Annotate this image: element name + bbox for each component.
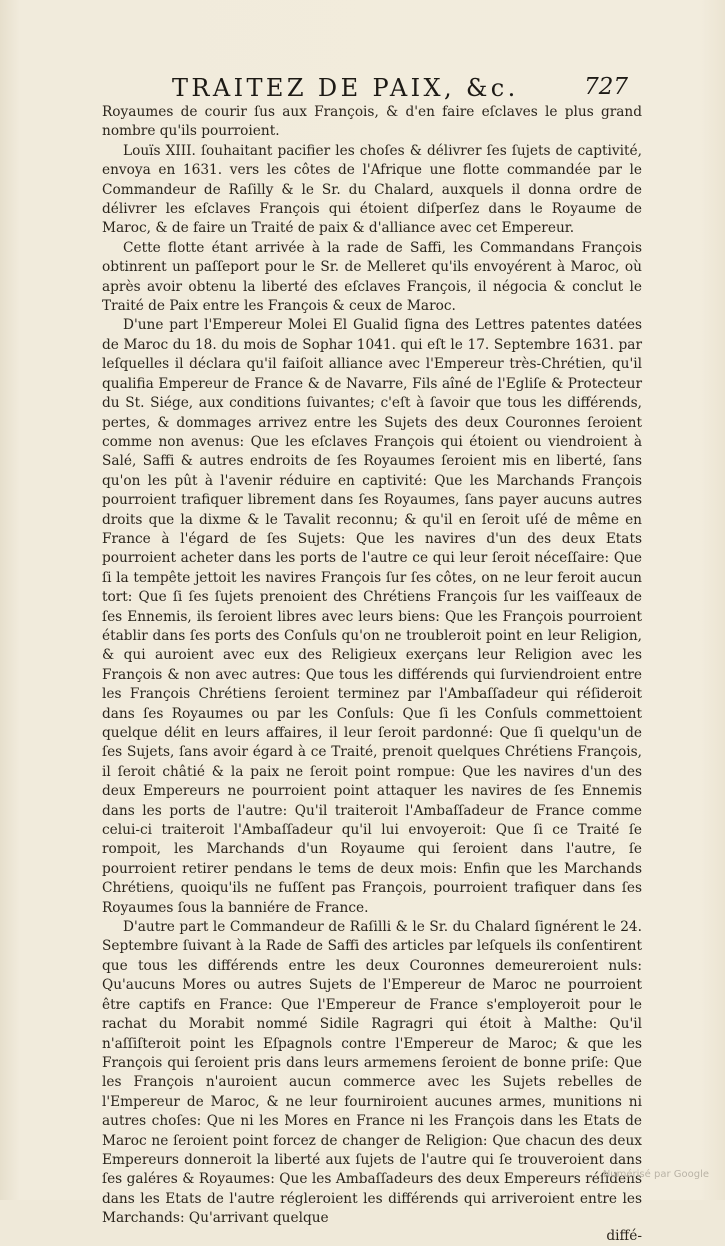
paragraph: Louïs XIII. ſouhaitant pacifier les choſes & délivrer ſes ſujets de captivité, envoya en 1631. vers les côtes de l'Afrique une flotte commandée par le Commandeur de Raſilly & le Sr. du Chalard, auxquels il donna ordre de délivrer les eſclaves François qui étoient diſperſez dans le Royaume de Maroc, & de faire un Traité de paix & d'alliance avec cet Empereur. [102,142,642,237]
paragraph-continuation: Royaumes de courir ſus aux François, & d'en faire eſclaves le plus grand nombre qu'ils pourroient. [102,104,642,140]
running-head [102,74,650,106]
catchword: diffé- [606,1227,642,1244]
running-title: TRAITEZ DE PAIX, &c. [172,74,519,102]
body-text [102,103,642,1246]
digitization-watermark: Numérisé par Google [602,1169,709,1180]
paragraph: D'autre part le Commandeur de Raſilli & le Sr. du Chalard ſignérent le 24. Septembre ſuivant à la Rade de Saffi des articles par leſquels ils conſentirent que tous les différends entre les deux Couronnes demeureroient nuls: Qu'aucuns Mores ou autres Sujets de l'Empereur de Maroc ne pourroient être captifs en France: Que l'Empereur de France s'employeroit pour le rachat du Morabit nommé Sidile Ragragri qui étoit à Malthe: Qu'il n'aſſiſteroit point les Eſpagnols contre l'Empereur de Maroc; & que les François qui ſeroient pris dans leurs armemens ſeroient de bonne priſe: Que les François n'auroient aucun commerce avec les Sujets rebelles de l'Empereur de Maroc, & ne leur fourniroient aucunes armes, munitions ni autres choſes: Que ni les Mores en France ni les François dans les Etats de Maroc ne ſeroient point forcez de changer de Religion: Que chacun des deux Empereurs donneroit la liberté aux ſujets de l'autre qui ſe trouveroient dans ſes galéres & Royaumes: Que les Ambaſſadeurs des deux Empereurs réſidens dans les Etats de l'autre régleroient les différends qui arriveroient entre les Marchands: Qu'arrivant quelque [102,919,642,1227]
page-number: 727 [584,74,628,100]
paragraph: Cette flotte étant arrivée à la rade de Saffi, les Commandans François obtinrent un paſſeport pour le Sr. de Melleret qu'ils envoyérent à Maroc, où après avoir obtenu la liberté des eſclaves François, il négocia & conclut le Traité de Paix entre les François & ceux de Maroc. [102,239,642,315]
paragraph: D'une part l'Empereur Molei El Gualid ſigna des Lettres patentes datées de Maroc du 18. du mois de Sophar 1041. qui eſt le 17. Septembre 1631. par leſquelles il déclara qu'il faiſoit alliance avec l'Empereur très-Chrétien, qu'il qualifia Empereur de France & de Navarre, Fils aîné de l'Egliſe & Protecteur du St. Siége, aux conditions ſuivantes; c'eſt à ſavoir que tous les différends, pertes, & dommages arrivez entre les Sujets des deux Couronnes ſeroient comme non avenus: Que les eſclaves François qui étoient ou viendroient à Salé, Saffi & autres endroits de ſes Royaumes ſeroient mis en liberté, ſans qu'on les pût à l'avenir réduire en captivité: Que les Marchands François pourroient trafiquer librement dans ſes Royaumes, ſans payer aucuns autres droits que la dixme & le Tavalit reconnu; & qu'il en ſeroit uſé de même en France à l'égard de ſes Sujets: Que les navires d'un des deux Etats pourroient acheter dans les ports de l'autre ce qui leur ſeroit néceſſaire: Que ſi la tempête jettoit les navires François ſur ſes côtes, on ne leur feroit aucun tort: Que ſi ſes ſujets prenoient des Chrétiens François ſur les vaiſſeaux de ſes Ennemis, ils ſeroient libres avec leurs biens: Que les François pourroient établir dans ſes ports des Conſuls qu'on ne troubleroit point en leur Religion, & qui auroient avec eux des Religieux exerçans leur Religion avec les François & non avec autres: Que tous les différends qui ſurviendroient entre les François Chrétiens ſeroient terminez par l'Ambaſſadeur qui réſideroit dans ſes Royaumes ou par les Conſuls: Que ſi les Conſuls commettoient quelque délit en leurs affaires, il leur ſeroit pardonné: Que ſi quelqu'un de ſes Sujets, ſans avoir égard à ce Traité, prenoit quelques Chrétiens François, il ſeroit châtié & la paix ne ſeroit point rompue: Que les navires d'un des deux Empereurs ne pourroient point attaquer les navires de ſes Ennemis dans les ports de l'autre: Qu'il traiteroit l'Ambaſſadeur de France comme celui-ci traiteroit l'Ambaſſadeur qu'il lui envoyeroit: Que ſi ce Traité ſe rompoit, les Marchands d'un Royaume qui ſeroient dans l'autre, ſe pourroient retirer pendans le tems de deux mois: Enfin que les Marchands Chrétiens, quoiqu'ils ne fuſſent pas François, pourroient trafiquer dans ſes Royaumes ſous la banniére de France. [102,317,642,916]
